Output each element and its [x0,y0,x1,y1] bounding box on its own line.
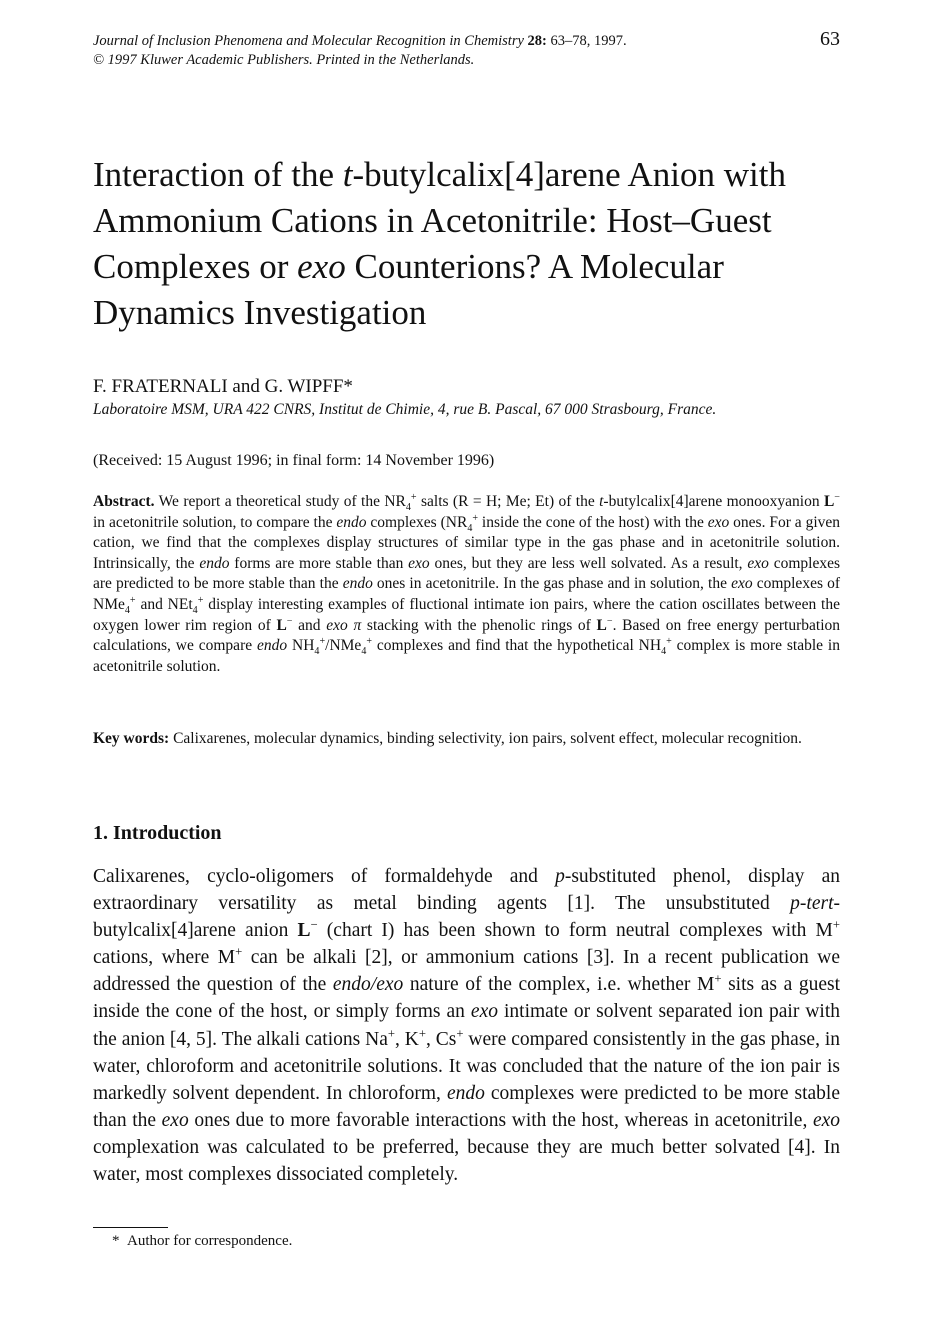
journal-pages-year: 63–78, 1997. [550,33,627,49]
paper-title: Interaction of the t-butylcalix[4]arene Anion with Ammonium Cations in Acetonitrile: Host–Guest Complexes or exo Counterions? A Molecular Dynamics Investigation [93,155,786,332]
journal-volume: 28: [527,33,547,49]
copyright-line: © 1997 Kluwer Academic Publishers. Printed in the Netherlands. [93,52,475,68]
section-heading-introduction: 1. Introduction [93,822,222,844]
page-number: 63 [820,28,840,50]
authors: F. FRATERNALI and G. WIPFF* [93,376,353,397]
footnote-mark: * [112,1233,120,1249]
received-dates: (Received: 15 August 1996; in final form: 14 November 1996) [93,452,495,469]
keywords-label: Key words: [93,730,170,747]
footnote-divider [93,1227,168,1228]
abstract-label: Abstract. [93,493,155,510]
journal-header [93,32,627,50]
keywords: Key words: Calixarenes, molecular dynamics, binding selectivity, ion pairs, solvent effect, molecular recognition. [93,730,802,747]
affiliation: Laboratoire MSM, URA 422 CNRS, Institut de Chimie, 4, rue B. Pascal, 67 000 Strasbourg, France. [93,401,717,418]
introduction-paragraph: Calixarenes, cyclo-oligomers of formaldehyde and p-substituted phenol, display an extraordinary versatility as metal binding agents [1]. The unsubstituted p-tert-butylcalix[4]arene anion L− (chart I) has been shown to form neutral complexes with M+ cations, where M+ can be alkali [2], or ammonium cations [3]. In a recent publication we addressed the question of the endo/exo nature of the complex, i.e. whether M+ sits as a guest inside the cone of the host, or simply forms an exo intimate or solvent separated ion pair with the anion [4, 5]. The alkali cations Na+, K+, Cs+ were compared consistently in the gas phase, in water, chloroform and acetonitrile solutions. It was concluded that the nature of the ion pair is markedly solvent dependent. In chloroform, endo complexes were predicted to be more stable than the exo ones due to more favorable interactions with the host, whereas in acetonitrile, exo complexation was calculated to be preferred, because they are much better solvated [4]. In water, most complexes dissociated completely. [93,866,841,1186]
footnote: * Author for correspondence. [112,1233,293,1249]
abstract: Abstract. We report a theoretical study of the $NR_4^+$ salts (R = H; Me; Et) of the t-butylcalix[4]arene monooxyanion L− in acetonitrile solution, to compare the endo complexes ($NR_4^+$ inside the cone of the host) with the exo ones. For a given cation, we find that the complexes display structures of similar type in the gas phase and in acetonitrile solution. Intrinsically, the endo forms are more stable than exo ones, but they are less well solvated. As a result, exo complexes are predicted to be more stable than the endo ones in acetonitrile. In the gas phase and in solution, the exo complexes of NMe$_4$+ and NEt$_4$+ display interesting examples of fluctional intimate ion pairs, where the cation oscillates between the oxygen lower rim region of L− and exo π stacking with the phenolic rings of L−. Based on free energy perturbation calculations, we compare endo $NH_4^+/NMe_4^+$ complexes and find that the hypothetical $NH_4^+$ complex is more stable in acetonitrile solution. [93,491,841,675]
journal-name: Journal of Inclusion Phenomena and Molecular Recognition in Chemistry [93,33,524,49]
